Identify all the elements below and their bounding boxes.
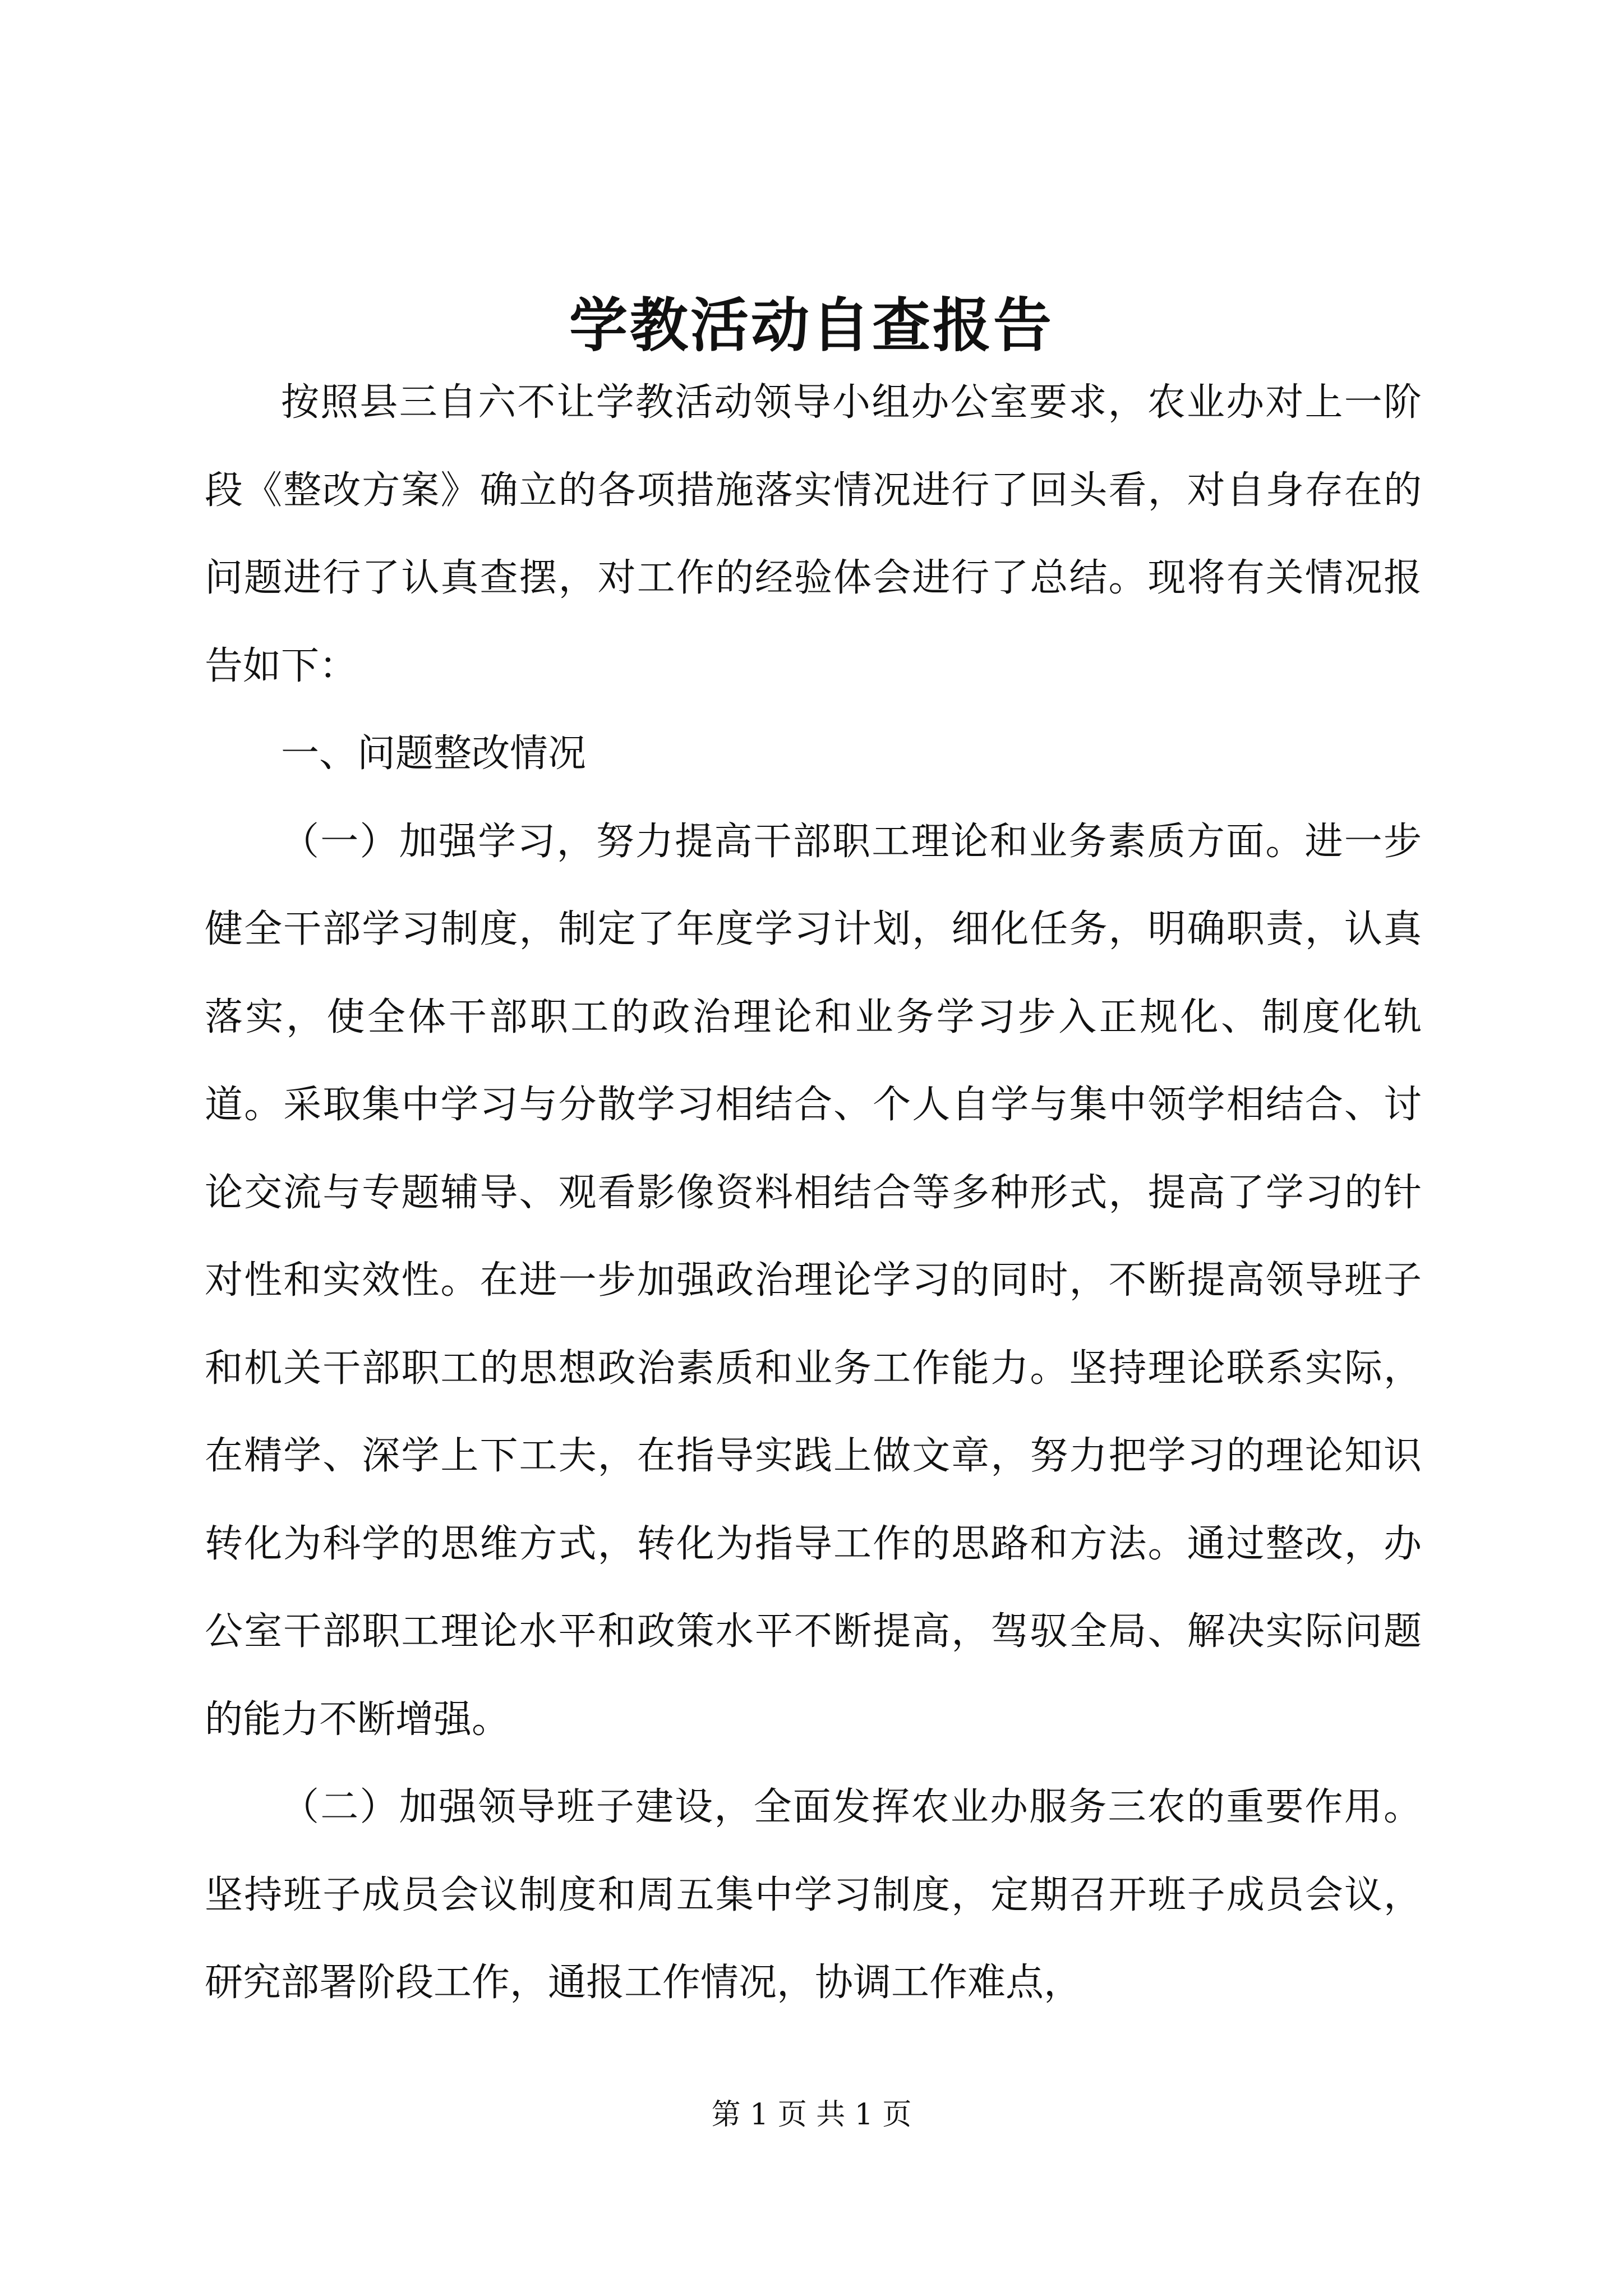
document-body	[205, 359, 1422, 2027]
document-title: 学教活动自查报告	[569, 291, 1054, 360]
section-heading: 一、问题整改情况	[281, 731, 587, 776]
subsection-2-paragraph: （二）加强领导班子建设，全面发挥农业办服务三农的重要作用。坚持班子成员会议制度和周五集中学习制度，定期召开班子成员会议，研究部署阶段工作，通报工作情况，协调工作难点，	[205, 1785, 1422, 2005]
subsection-1-paragraph: （一）加强学习，努力提高干部职工理论和业务素质方面。进一步健全干部学习制度，制定了年度学习计划，细化任务，明确职责，认真落实，使全体干部职工的政治理论和业务学习步入正规化、制度化轨道。采取集中学习与分散学习相结合、个人自学与集中领学相结合、讨论交流与专题辅导、观看影像资料相结合等多种形式，提高了学习的针对性和实效性。在进一步加强政治理论学习的同时，不断提高领导班子和机关干部职工的思想政治素质和业务工作能力。坚持理论联系实际，在精学、深学上下工夫，在指导实践上做文章，努力把学习的理论知识转化为科学的思维方式，转化为指导工作的思路和方法。通过整改，办公室干部职工理论水平和政策水平不断提高，驾驭全局、解决实际问题的能力不断增强。	[205, 819, 1422, 1742]
page-footer: 第 1 页 共 1 页	[711, 2098, 912, 2132]
intro-paragraph: 按照县三自六不让学教活动领导小组办公室要求，农业办对上一阶段《整改方案》确立的各项措施落实情况进行了回头看，对自身存在的问题进行了认真查摆，对工作的经验体会进行了总结。现将有关情况报告如下：	[205, 380, 1422, 688]
